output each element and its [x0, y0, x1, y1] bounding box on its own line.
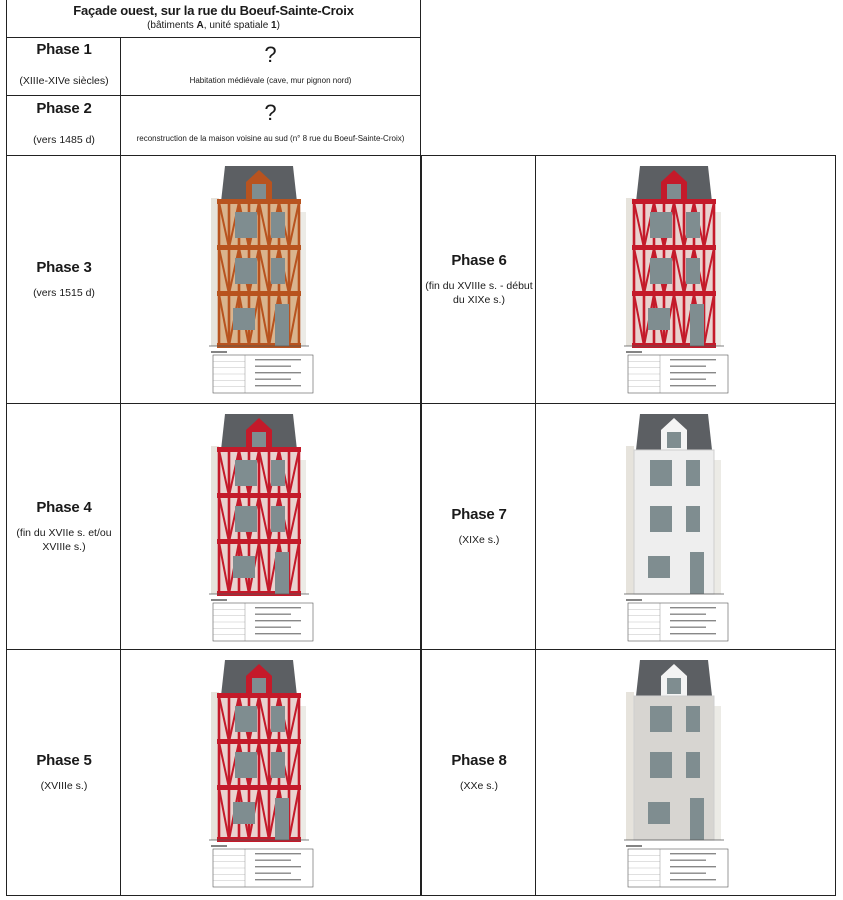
- timber-post: [228, 696, 231, 840]
- phase-1-description: Habitation médiévale (cave, mur pignon nord): [189, 76, 352, 85]
- phase-5-elevation: [120, 649, 421, 896]
- phase-4-facade-drawing: [121, 404, 421, 650]
- window: [235, 706, 257, 732]
- phase-6-label: Phase 6 (fin du XVIIIe s. - début du XIXe s.): [421, 155, 537, 404]
- phase-8-label: Phase 8 (XXe s.): [421, 649, 537, 896]
- timber-post: [258, 202, 261, 346]
- window: [235, 506, 257, 532]
- title-block-text-line: [670, 614, 706, 615]
- unknown-mark: ?: [264, 100, 277, 125]
- phase-6-elevation: [535, 155, 836, 404]
- window: [271, 506, 285, 532]
- window: [271, 460, 285, 486]
- dormer-window: [252, 184, 266, 200]
- title-block-text-line: [255, 879, 301, 880]
- window: [650, 212, 672, 238]
- timber-post: [633, 202, 636, 346]
- phase-2-label: Phase 2 (vers 1485 d): [6, 95, 122, 156]
- phase-8-facade-drawing: [536, 650, 836, 896]
- door: [275, 798, 289, 840]
- title-block-text-line: [670, 379, 706, 380]
- neighbour-wall: [626, 446, 634, 594]
- title-block-text-line: [670, 620, 716, 621]
- table-title: Façade ouest, sur la rue du Boeuf-Sainte-Croix: [73, 3, 354, 18]
- window: [650, 506, 672, 532]
- title-block-text-line: [670, 627, 706, 628]
- timber-post: [258, 450, 261, 594]
- window: [235, 258, 257, 284]
- shop-window: [648, 802, 670, 824]
- window: [271, 258, 285, 284]
- phase-3-label: Phase 3 (vers 1515 d): [6, 155, 122, 404]
- window: [271, 706, 285, 732]
- dormer-window: [252, 678, 266, 694]
- window: [650, 460, 672, 486]
- timber-post: [673, 202, 676, 346]
- title-block-text-line: [670, 853, 716, 854]
- phase-5-facade-drawing: [121, 650, 421, 896]
- dormer-window: [252, 432, 266, 448]
- door: [690, 552, 704, 594]
- timber-post: [713, 202, 716, 346]
- window: [686, 506, 700, 532]
- shop-window: [233, 556, 255, 578]
- timber-post: [643, 202, 646, 346]
- timber-post: [218, 202, 221, 346]
- timber-post: [268, 202, 271, 346]
- title-block-text-line: [255, 385, 301, 386]
- window: [686, 258, 700, 284]
- timber-post: [298, 696, 301, 840]
- dormer-window: [667, 678, 681, 694]
- window: [650, 258, 672, 284]
- neighbour-wall: [714, 460, 721, 594]
- phase-3-elevation: [120, 155, 421, 404]
- title-block-text-line: [255, 379, 291, 380]
- timber-post: [218, 696, 221, 840]
- title-block-text-line: [255, 372, 301, 373]
- window: [271, 212, 285, 238]
- timber-post: [268, 450, 271, 594]
- door: [275, 304, 289, 346]
- timber-post: [228, 450, 231, 594]
- phase-7-facade-drawing: [536, 404, 836, 650]
- phase-8-elevation: [535, 649, 836, 896]
- title-block-text-line: [670, 873, 706, 874]
- title-block-text-line: [255, 620, 301, 621]
- window: [686, 752, 700, 778]
- window: [271, 752, 285, 778]
- title-block-text-line: [670, 860, 706, 861]
- phase-3-facade-drawing: [121, 156, 421, 404]
- table-header: [6, 0, 421, 38]
- shop-window: [648, 556, 670, 578]
- title-block-text-line: [670, 633, 716, 634]
- phase-4-label: Phase 4 (fin du XVIIe s. et/ou XVIIIe s.): [6, 403, 122, 650]
- phase-1-label: Phase 1 (XIIIe-XIVe siècles): [6, 37, 122, 96]
- timber-post: [228, 202, 231, 346]
- window: [686, 460, 700, 486]
- timber-post: [218, 450, 221, 594]
- timber-post: [258, 696, 261, 840]
- window: [686, 212, 700, 238]
- phase-4-elevation: [120, 403, 421, 650]
- phase-1-content: [120, 37, 421, 96]
- timber-post: [683, 202, 686, 346]
- neighbour-wall: [626, 692, 634, 840]
- title-block-text-line: [670, 366, 706, 367]
- title-block-text-line: [255, 627, 291, 628]
- table-subtitle: (bâtiments A, unité spatiale 1): [147, 20, 280, 31]
- phase-7-elevation: [535, 403, 836, 650]
- title-block-text-line: [255, 853, 301, 854]
- title-block-text-line: [670, 879, 716, 880]
- title-block-text-line: [255, 873, 291, 874]
- title-block-text-line: [670, 385, 716, 386]
- phase-5-label: Phase 5 (XVIIIe s.): [6, 649, 122, 896]
- window: [650, 752, 672, 778]
- timber-post: [268, 696, 271, 840]
- shop-window: [233, 802, 255, 824]
- phase-7-label: Phase 7 (XIXe s.): [421, 403, 537, 650]
- window: [235, 212, 257, 238]
- title-block-text-line: [255, 860, 291, 861]
- neighbour-wall: [714, 706, 721, 840]
- phase-2-description: reconstruction de la maison voisine au sud (n° 8 rue du Boeuf-Sainte-Croix): [136, 134, 405, 143]
- title-block-text-line: [255, 359, 301, 360]
- door: [275, 552, 289, 594]
- shop-window: [648, 308, 670, 330]
- title-block-text-line: [255, 607, 301, 608]
- dormer-window: [667, 184, 681, 200]
- window: [650, 706, 672, 732]
- title-block-text-line: [255, 866, 301, 867]
- timber-post: [298, 450, 301, 594]
- phase-2-content: [120, 95, 421, 156]
- door: [690, 304, 704, 346]
- title-block-text-line: [670, 866, 716, 867]
- title-block-text-line: [255, 633, 301, 634]
- window: [235, 460, 257, 486]
- timber-post: [298, 202, 301, 346]
- window: [686, 706, 700, 732]
- phase-6-facade-drawing: [536, 156, 836, 404]
- title-block-text-line: [255, 366, 291, 367]
- shop-window: [233, 308, 255, 330]
- title-block-text-line: [255, 614, 291, 615]
- title-block-text-line: [670, 372, 716, 373]
- dormer-window: [667, 432, 681, 448]
- window: [235, 752, 257, 778]
- title-block-text-line: [670, 607, 716, 608]
- door: [690, 798, 704, 840]
- unknown-mark: ?: [264, 42, 277, 67]
- title-block-text-line: [670, 359, 716, 360]
